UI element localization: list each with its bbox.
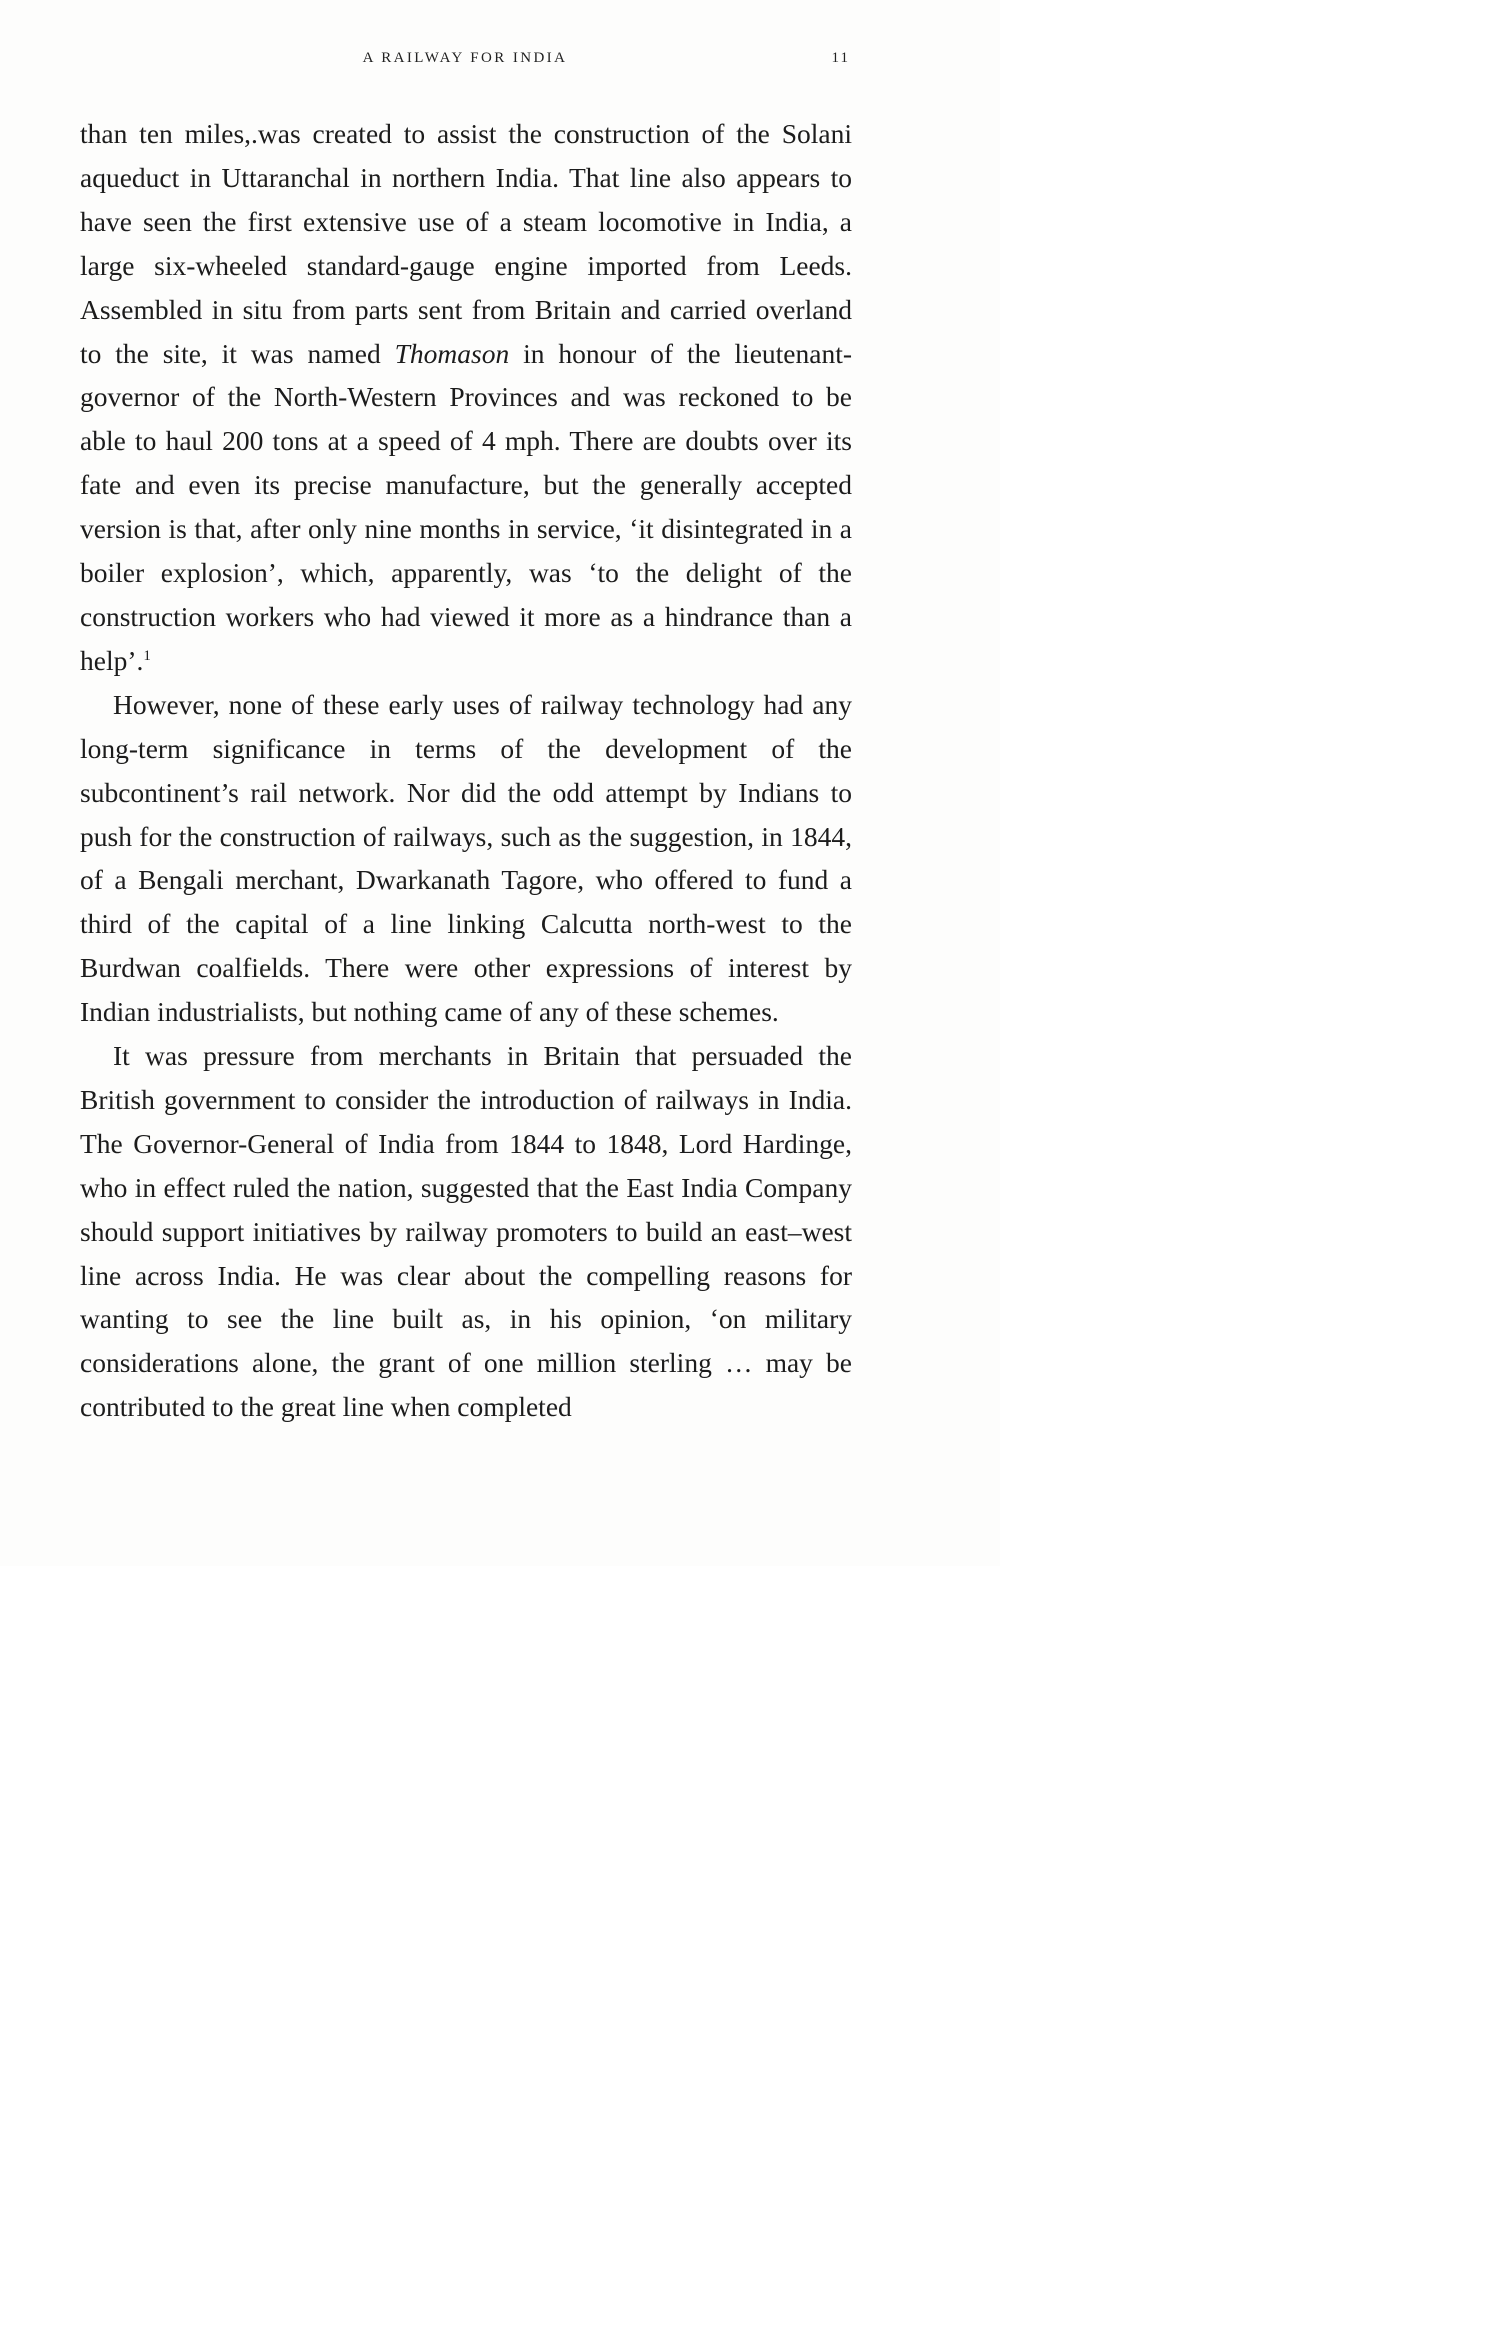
running-title: A RAILWAY FOR INDIA bbox=[362, 50, 568, 66]
book-page bbox=[0, 0, 1000, 1566]
locomotive-name: Thomason bbox=[394, 337, 510, 369]
page-number: 11 bbox=[831, 50, 850, 66]
paragraph-1-text-b: in honour of the lieutenant-governor of the North-Western Provinces and was reckoned to be able to haul 200 tons at a speed of 4 mph. There are doubts over its fate and even its precise manufacture, but the generally accepted version is that, after only nine months in service, ‘it disintegrated in a boiler explosion’, which, apparently, was ‘to the delight of the construction workers who had viewed it more as a hindrance than a help’. bbox=[80, 337, 852, 676]
footnote-reference: 1 bbox=[143, 647, 151, 664]
body-text bbox=[80, 112, 852, 1429]
paragraph-2: However, none of these early uses of railway technology had any long-term significance in terms of the development of the subcontinent’s rail network. Nor did the odd attempt by Indians to push for the construction of railways, such as the suggestion, in 1844, of a Bengali merchant, Dwarkanath Tagore, who offered to fund a third of the capital of a line linking Calcutta north-west to the Burdwan coalfields. There were other expressions of interest by Indian industrialists, but nothing came of any of these schemes. bbox=[80, 688, 852, 1028]
paragraph-3: It was pressure from merchants in Britain that persuaded the British government to consider the introduction of railways in India. The Governor-General of India from 1844 to 1848, Lord Hardinge, who in effect ruled the nation, suggested that the East India Company should support initiatives by railway promoters to build an east–west line across India. He was clear about the compelling reasons for wanting to see the line built as, in his opinion, ‘on military considerations alone, the grant of one million sterling … may be contributed to the great line when completed bbox=[80, 1040, 852, 1423]
running-head bbox=[80, 50, 850, 74]
paragraph-1 bbox=[80, 112, 852, 683]
paragraph-1-text-a: than ten miles,.was created to assist the construction of the Solani aqueduct in Uttaranchal in northern India. That line also appears to have seen the first extensive use of a steam locomotive in India, a large six-wheeled standard-gauge engine imported from Leeds. Assembled in situ from parts sent from Britain and carried overland to the site, it was named bbox=[80, 118, 852, 369]
